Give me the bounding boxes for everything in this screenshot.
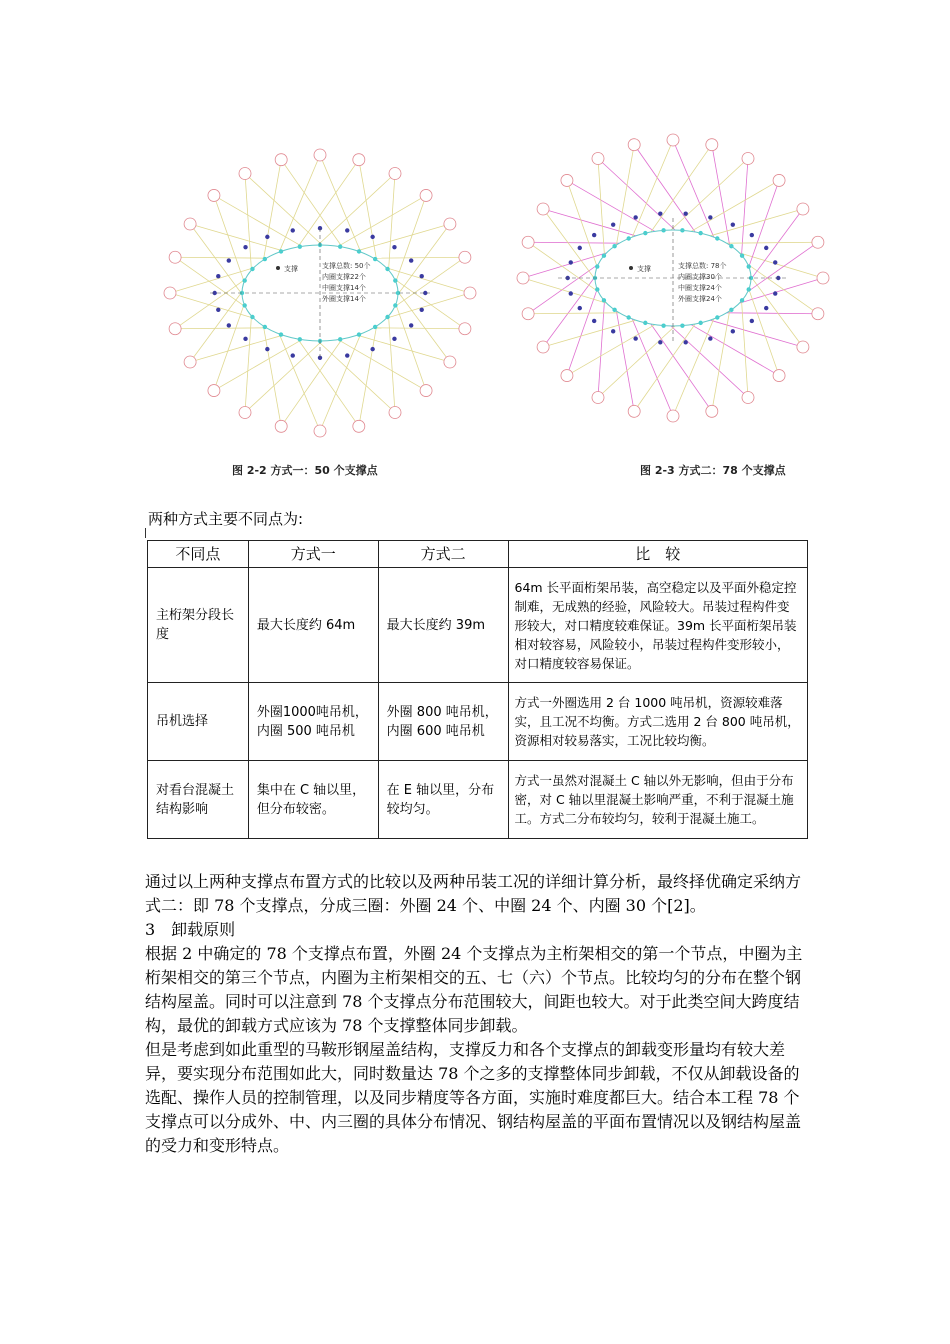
truss-line [528, 313, 619, 314]
axis-node-marker [444, 218, 456, 230]
support-point [750, 233, 754, 237]
axis-node-marker [812, 236, 824, 248]
axis-node-marker [517, 272, 529, 284]
truss-line [398, 224, 450, 294]
axis-node-marker [561, 174, 573, 186]
paragraph-layout: 根据 2 中确定的 78 个支撑点布置，外圈 24 个支撑点为主桁架相交的第一个节点，中圈为主桁架相交的第三个节点，内圈为主桁架相交的五、七（六）个节点。比较均匀的分布在整个钢结构屋盖。同时可以注意到 78 个支撑点分布范围较大，间距也较大。对于此类空间大跨度结构，最优的卸载方式应该为 78 个支撑整体同步卸载。 [145, 944, 803, 1035]
legend-inner: 内圈支撑30个 [678, 273, 722, 281]
legend-item: 支撑 [284, 265, 298, 273]
truss-line [398, 292, 450, 362]
support-point [633, 215, 637, 219]
support-point [764, 246, 768, 250]
support-point [243, 337, 247, 341]
axis-node-marker [184, 218, 196, 230]
truss-line [245, 341, 322, 413]
table-row [148, 683, 808, 761]
axis-node-marker [169, 323, 181, 335]
truss-line [742, 301, 748, 398]
truss-line [263, 160, 281, 260]
section-heading: 3 卸载原则 [145, 920, 236, 939]
table-row [148, 761, 808, 839]
paragraph-difficulty: 但是考虑到如此重型的马鞍形钢屋盖结构，支撑反力和各个支撑点的卸载变形量均有较大差异，要实现分布范围如此大，同时数量达 78 个之多的支撑整体同步卸载，不仅从卸载设备的选配、操作人员的控制管理，以及同步精度等各方面，实施时难度都巨大。结合本工程 78 个支撑点可以分成外、中、内三圈的具体分布情况、钢结构屋盖的平面布置情况以及钢结构屋盖的受力和变形特点。 [145, 1040, 802, 1155]
truss-line [214, 340, 302, 391]
axis-node-marker [592, 392, 604, 404]
support-point [592, 319, 596, 323]
legend-outer: 外圈支撑14个 [322, 295, 366, 303]
truss-line [651, 324, 712, 411]
support-layout-diagram-78 [498, 128, 838, 448]
truss-line [389, 316, 395, 413]
axis-node-marker [773, 174, 785, 186]
truss-line [298, 160, 359, 247]
axis-node-marker [444, 356, 456, 368]
truss-line [634, 145, 695, 232]
legend-total: 支撑总数: 50个 [322, 262, 371, 270]
truss-line [523, 278, 607, 303]
support-point [345, 228, 349, 232]
support-point [569, 260, 573, 264]
support-point [420, 308, 424, 312]
support-point [708, 215, 712, 219]
support-point [658, 340, 662, 344]
axis-node-marker [208, 189, 220, 201]
support-point [265, 235, 269, 239]
support-point [409, 258, 413, 262]
truss-line [543, 277, 595, 347]
support-point [683, 211, 687, 215]
support-point [633, 336, 637, 340]
truss-line [214, 195, 302, 246]
truss-line [374, 328, 465, 329]
axis-node-marker [314, 149, 326, 161]
table-intro: 两种方式主要不同点为: [148, 510, 304, 528]
truss-line [528, 242, 598, 291]
axis-node-marker [628, 405, 640, 417]
axis-node-marker [667, 134, 679, 146]
axis-node-marker [773, 370, 785, 382]
row-label: 吊机选择 [148, 683, 249, 761]
body-text [145, 870, 805, 1158]
figure-method-one [160, 128, 500, 448]
support-point [392, 245, 396, 249]
axis-node-marker [459, 251, 471, 263]
truss-line [190, 292, 242, 362]
legend-inner: 内圈支撑22个 [322, 273, 366, 281]
axis-node-marker [706, 405, 718, 417]
row-method-two: 最大长度约 39m [378, 568, 508, 683]
truss-line [616, 311, 634, 411]
axis-node-marker [389, 407, 401, 419]
axis-node-marker [464, 287, 476, 299]
axis-node-marker [389, 167, 401, 179]
truss-line [374, 257, 465, 258]
truss-line [338, 195, 426, 246]
axis-node-marker [353, 154, 365, 166]
legend-dot [629, 266, 633, 270]
truss-line [567, 180, 655, 231]
axis-node-marker [797, 203, 809, 215]
support-point [569, 291, 573, 295]
support-point [291, 228, 295, 232]
truss-line [748, 264, 818, 313]
truss-line [598, 158, 604, 255]
truss-line [751, 209, 803, 279]
truss-line [395, 279, 465, 328]
truss-line [389, 173, 395, 270]
support-point [370, 347, 374, 351]
truss-line [543, 209, 595, 279]
axis-node-marker [353, 420, 365, 432]
truss-line [298, 339, 359, 426]
axis-node-marker [164, 287, 176, 299]
axis-node-marker [561, 370, 573, 382]
axis-node-marker [628, 139, 640, 151]
support-point [773, 260, 777, 264]
support-point [611, 222, 615, 226]
header-compare: 比 较 [508, 541, 808, 568]
truss-line [175, 257, 245, 306]
support-point [731, 222, 735, 226]
truss-line [318, 341, 395, 413]
axis-node-marker [742, 392, 754, 404]
axis-node-marker [522, 236, 534, 248]
truss-line [263, 326, 281, 426]
row-compare: 方式一外圈选用 2 台 1000 吨吊机，资源较难落实，且工况不均衡。方式二选用 2 台 800 吨吊机，资源相对较易落实，工况比较均衡。 [508, 683, 808, 761]
truss-line [712, 145, 730, 245]
truss-line [616, 145, 634, 245]
truss-line [634, 324, 695, 411]
row-method-two: 外圈 800 吨吊机，内圈 600 吨吊机 [378, 683, 508, 761]
axis-node-marker [208, 385, 220, 397]
truss-line [338, 340, 426, 391]
header-method-one: 方式一 [248, 541, 378, 568]
figure-caption-right: 图 2-3 方式二：78 个支撑点 [640, 464, 786, 477]
support-point [243, 245, 247, 249]
table-row [148, 568, 808, 683]
support-point [773, 291, 777, 295]
axis-node-marker [314, 425, 326, 437]
legend-item: 支撑 [637, 265, 651, 273]
axis-node-marker [812, 308, 824, 320]
support-point [592, 233, 596, 237]
support-point [345, 353, 349, 357]
support-point [708, 336, 712, 340]
support-point [227, 323, 231, 327]
truss-line [567, 325, 655, 376]
row-method-one: 最大长度约 64m [248, 568, 378, 683]
support-point [764, 306, 768, 310]
support-point [750, 319, 754, 323]
truss-line [170, 293, 254, 318]
cursor-mark [145, 528, 146, 538]
comparison-table [147, 540, 808, 839]
row-method-one: 集中在 C 轴以里，但分布较密。 [248, 761, 378, 839]
axis-node-marker [522, 308, 534, 320]
axis-node-marker [742, 152, 754, 164]
legend-middle: 中圈支撑14个 [322, 284, 366, 292]
support-point [409, 323, 413, 327]
axis-node-marker [420, 189, 432, 201]
table-header-row [148, 541, 808, 568]
support-point [227, 258, 231, 262]
truss-line [175, 279, 245, 328]
truss-line [651, 145, 712, 232]
paragraph-conclusion: 通过以上两种支撑点布置方式的比较以及两种吊装工况的详细计算分析，最终择优确定采纳方式二：即 78 个支撑点，分成三圈：外圈 24 个、中圈 24 个、内圈 30 个[2]。 [145, 872, 802, 915]
truss-line [691, 325, 779, 376]
legend-outer: 外圈支撑24个 [678, 295, 722, 303]
support-point [392, 337, 396, 341]
truss-line [528, 242, 619, 243]
support-point [611, 329, 615, 333]
axis-node-marker [169, 251, 181, 263]
truss-line [727, 313, 818, 314]
support-point [578, 246, 582, 250]
figure-caption-left: 图 2-2 方式一：50 个支撑点 [232, 464, 378, 477]
support-point [658, 211, 662, 215]
support-point [420, 274, 424, 278]
support-point [731, 329, 735, 333]
truss-line [748, 242, 818, 291]
header-difference: 不同点 [148, 541, 249, 568]
row-compare: 方式一虽然对混凝土 C 轴以外无影响，但由于分布密，对 C 轴以里混凝土影响严重，不利于混凝土施工。方式二分布较均匀，较利于混凝土施工。 [508, 761, 808, 839]
axis-node-marker [667, 410, 679, 422]
truss-line [395, 257, 465, 306]
support-point [216, 274, 220, 278]
axis-node-marker [817, 272, 829, 284]
header-method-two: 方式二 [378, 541, 508, 568]
support-point [578, 306, 582, 310]
truss-line [245, 173, 322, 245]
truss-line [245, 316, 251, 413]
row-compare: 64m 长平面桁架吊装，高空稳定以及平面外稳定控制难，无成熟的经验，风险较大。吊装过程构件变形较大，对口精度较难保证。39m 长平面桁架吊装相对较容易，风险较小，吊装过程构件变形较小，对口精度较容易保证。 [508, 568, 808, 683]
axis-node-marker [537, 203, 549, 215]
axis-node-marker [537, 341, 549, 353]
figure-method-two [498, 128, 838, 448]
truss-line [245, 173, 251, 270]
row-label: 对看台混凝土结构影响 [148, 761, 249, 839]
axis-node-marker [184, 356, 196, 368]
support-point [265, 347, 269, 351]
axis-node-marker [275, 420, 287, 432]
legend-total: 支撑总数: 78个 [678, 262, 727, 270]
row-method-one: 外圈1000吨吊机，内圈 500 吨吊机 [248, 683, 378, 761]
truss-line [175, 257, 266, 258]
axis-node-marker [706, 139, 718, 151]
truss-line [318, 173, 395, 245]
axis-node-marker [275, 154, 287, 166]
truss-line [190, 224, 242, 294]
legend-dot [276, 266, 280, 270]
support-point [291, 353, 295, 357]
truss-line [528, 264, 598, 313]
axis-node-marker [797, 341, 809, 353]
support-point [216, 308, 220, 312]
support-point [370, 235, 374, 239]
truss-line [281, 160, 342, 247]
row-method-two: 在 E 轴以里，分布较均匀。 [378, 761, 508, 839]
legend-middle: 中圈支撑24个 [678, 284, 722, 292]
support-layout-diagram-50 [160, 128, 500, 448]
truss-line [691, 180, 779, 231]
axis-node-marker [239, 407, 251, 419]
truss-line [175, 328, 266, 329]
axis-node-marker [239, 167, 251, 179]
axis-node-marker [420, 385, 432, 397]
truss-line [742, 158, 748, 255]
truss-line [712, 311, 730, 411]
axis-node-marker [459, 323, 471, 335]
truss-line [727, 242, 818, 243]
axis-node-marker [592, 152, 604, 164]
truss-line [751, 277, 803, 347]
truss-line [281, 339, 342, 426]
truss-line [359, 326, 377, 426]
truss-line [359, 160, 377, 260]
truss-line [598, 301, 604, 398]
support-point [683, 340, 687, 344]
row-label: 主桁架分段长度 [148, 568, 249, 683]
